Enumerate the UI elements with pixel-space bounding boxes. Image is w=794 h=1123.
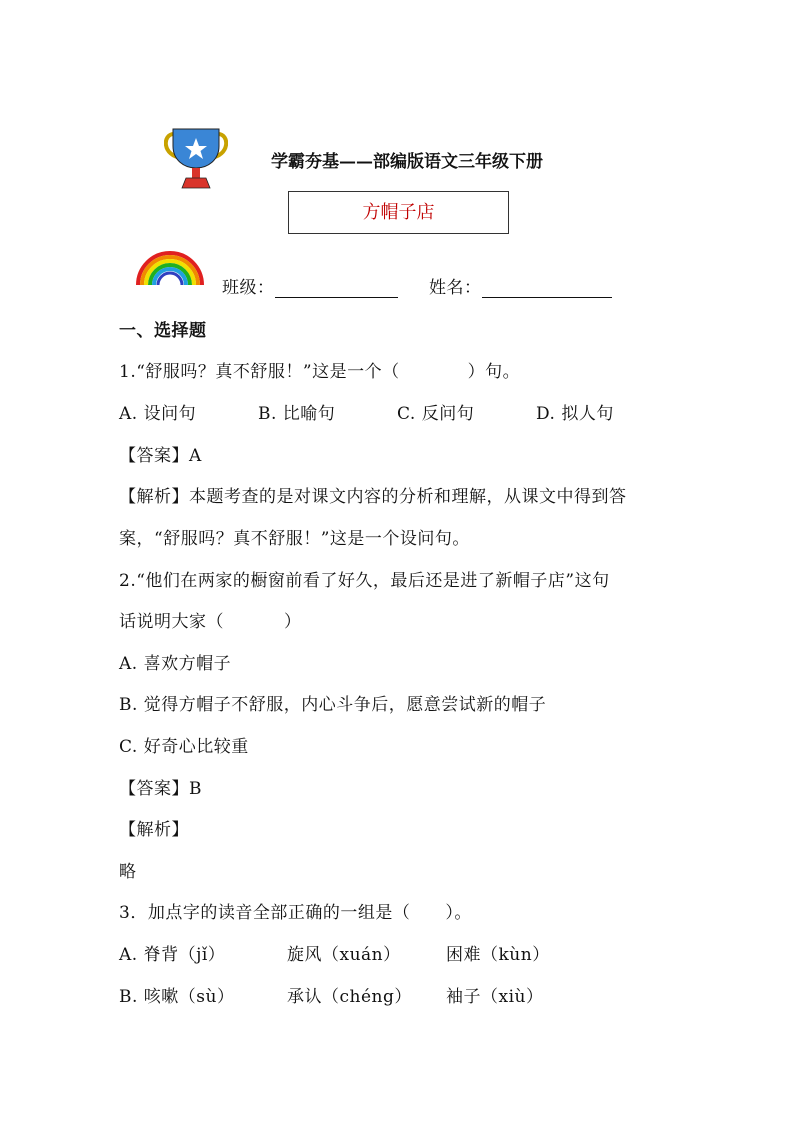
q1-analysis-line2: 案，“舒服吗？真不舒服！”这是一个设问句。 <box>119 529 470 549</box>
q2-stem-start: 话说明大家（ <box>119 612 224 632</box>
name-field <box>429 273 612 298</box>
name-blank[interactable] <box>482 279 612 298</box>
q2-analysis-label: 【解析】 <box>119 820 189 840</box>
q3-stem: 3．加点字的读音全部正确的一组是（ ）。 <box>119 903 472 923</box>
name-label: 姓名： <box>429 278 482 298</box>
class-label: 班级： <box>222 278 275 298</box>
q1-option-c: C. 反问句 <box>397 404 475 424</box>
q1-analysis-line1: 【解析】本题考查的是对课文内容的分析和理解，从课文中得到答 <box>119 487 627 507</box>
page-title: 学霸夯基——部编版语文三年级下册 <box>271 152 543 172</box>
q1-stem-start: 1.“舒服吗？真不舒服！”这是一个（ <box>119 362 400 382</box>
q2-answer: 【答案】B <box>119 779 202 799</box>
q3-option-a-3: 困难（kùn） <box>446 945 550 965</box>
class-field <box>222 273 398 298</box>
q2-option-c: C. 好奇心比较重 <box>119 737 249 757</box>
q3-option-b-1: B. 咳嗽（sù） <box>119 987 235 1007</box>
q1-option-d: D. 拟人句 <box>536 404 614 424</box>
lesson-title: 方帽子店 <box>288 191 509 234</box>
rainbow-icon <box>134 247 206 287</box>
q1-stem-end: ）句。 <box>467 362 521 382</box>
q1-stem <box>119 357 520 382</box>
q3-option-b-3: 袖子（xiù） <box>446 987 544 1007</box>
q1-answer: 【答案】A <box>119 446 202 466</box>
q2-stem-line2 <box>119 607 302 632</box>
class-blank[interactable] <box>275 279 398 298</box>
q3-option-a-2: 旋风（xuán） <box>287 945 401 965</box>
section-heading: 一、选择题 <box>119 321 207 341</box>
q3-option-b-2: 承认（chéng） <box>287 987 412 1007</box>
q1-option-b: B. 比喻句 <box>258 404 336 424</box>
trophy-icon <box>164 126 228 190</box>
q2-stem-end: ） <box>284 612 302 632</box>
q2-analysis-text: 略 <box>119 862 137 882</box>
q2-stem-line1: 2.“他们在两家的橱窗前看了好久，最后还是进了新帽子店”这句 <box>119 571 610 591</box>
q3-option-a-1: A. 脊背（jǐ） <box>119 945 226 965</box>
q2-option-a: A. 喜欢方帽子 <box>119 654 232 674</box>
q2-option-b: B. 觉得方帽子不舒服，内心斗争后，愿意尝试新的帽子 <box>119 695 547 715</box>
q1-option-a: A. 设问句 <box>119 404 197 424</box>
